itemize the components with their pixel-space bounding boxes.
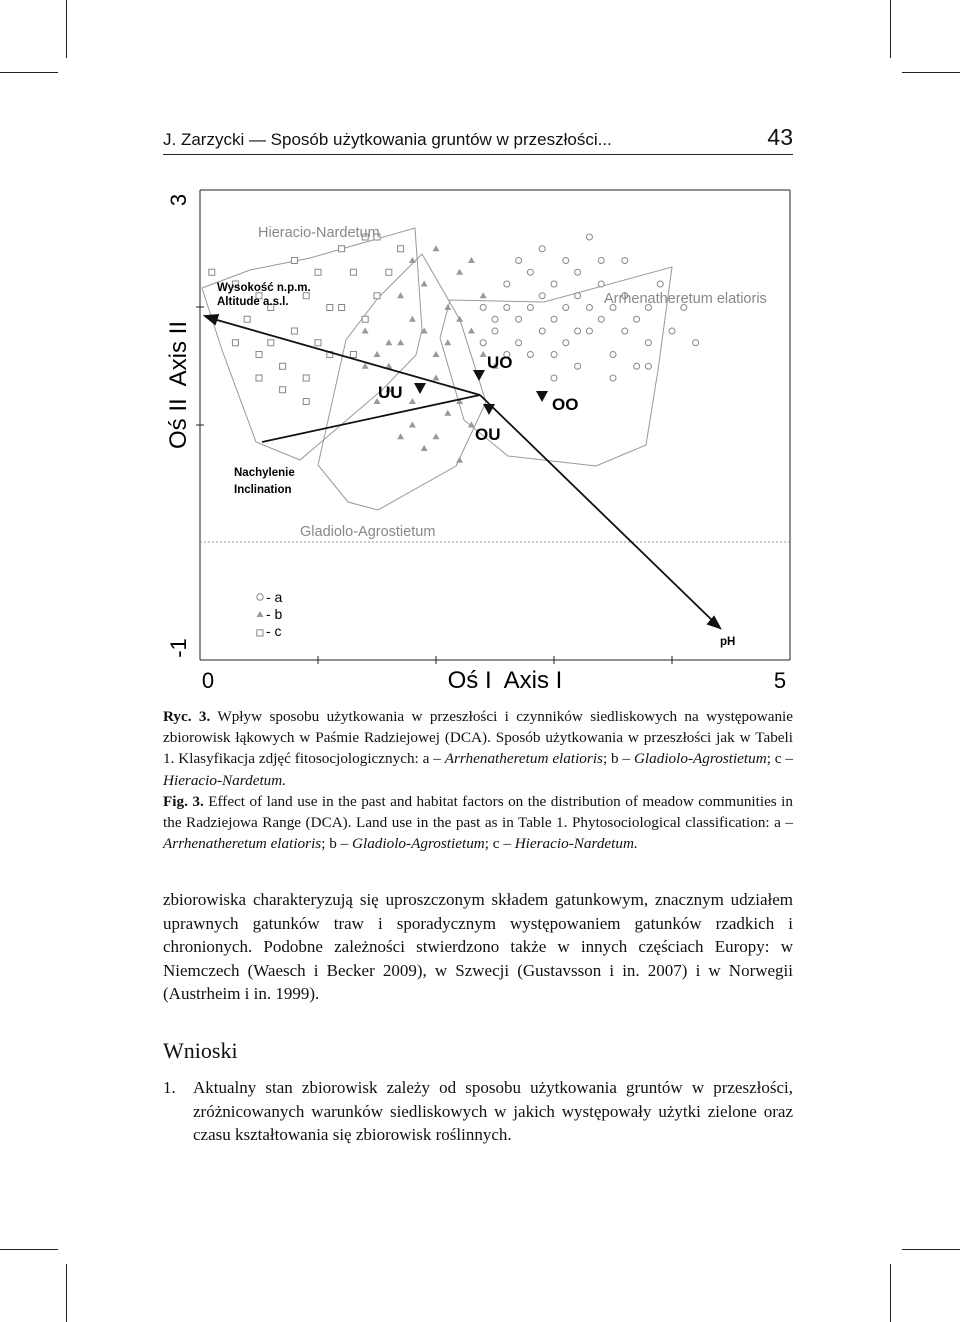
crop-mark	[902, 1249, 960, 1250]
centroid-uo-marker	[473, 370, 485, 381]
data-point-a	[516, 258, 522, 264]
legend-c-marker	[257, 630, 263, 636]
data-point-a	[551, 375, 557, 381]
centroid-oo-label: OO	[552, 395, 579, 414]
data-point-a	[575, 328, 581, 334]
data-point-a	[610, 375, 616, 381]
label-ph: pH	[720, 636, 736, 648]
series-a-points	[480, 234, 698, 381]
list-item-number: 1.	[163, 1078, 176, 1097]
label-inclination-pl: Nachylenie	[234, 467, 295, 479]
legend-c-label: - c	[266, 623, 282, 639]
data-point-a	[575, 293, 581, 299]
crop-mark	[0, 1249, 58, 1250]
data-point-c	[256, 375, 262, 381]
data-point-c	[398, 246, 404, 252]
data-point-c	[280, 363, 286, 369]
data-point-c	[303, 399, 309, 405]
series-c-points	[209, 234, 404, 405]
vector-inclination	[262, 395, 480, 442]
data-point-a	[586, 305, 592, 311]
legend-b-label: - b	[266, 606, 283, 622]
data-point-b	[480, 292, 487, 298]
caption-pl-label: Ryc. 3.	[163, 708, 211, 725]
data-point-a	[504, 281, 510, 287]
data-point-a	[669, 328, 675, 334]
data-point-b	[456, 269, 463, 275]
crop-mark	[902, 72, 960, 73]
caption-en-label: Fig. 3.	[163, 792, 204, 810]
data-point-c	[362, 316, 368, 322]
data-point-a	[539, 328, 545, 334]
data-point-c	[256, 352, 262, 358]
list-item-text: Aktualny stan zbiorowisk zależy od sposobu użytkowania gruntów w przeszłości, zróżnicowanych warunków siedliskowych w jakich występowały użytki zielone oraz czasu kształtowania się zbiorowisk roślinnych.	[193, 1078, 793, 1144]
crop-mark	[0, 72, 58, 73]
x-axis-label: Oś I Axis I	[447, 667, 563, 694]
data-point-c	[315, 269, 321, 275]
data-point-c	[303, 375, 309, 381]
header-rule	[163, 154, 793, 155]
crop-mark	[66, 1264, 67, 1322]
data-point-b	[409, 398, 416, 404]
data-point-c	[280, 387, 286, 393]
data-point-a	[586, 234, 592, 240]
data-point-a	[527, 305, 533, 311]
data-point-b	[433, 433, 440, 439]
data-point-b	[397, 433, 404, 439]
data-point-a	[598, 316, 604, 322]
data-point-a	[539, 293, 545, 299]
data-point-a	[527, 269, 533, 275]
data-point-c	[291, 258, 297, 264]
data-point-c	[209, 269, 215, 275]
legend	[257, 589, 283, 639]
legend-a-marker	[257, 594, 263, 600]
data-point-b	[409, 257, 416, 263]
data-point-b	[456, 316, 463, 322]
data-point-a	[610, 352, 616, 358]
data-point-c	[374, 293, 380, 299]
data-point-a	[551, 352, 557, 358]
data-point-c	[350, 269, 356, 275]
data-point-a	[492, 328, 498, 334]
data-point-a	[539, 246, 545, 252]
data-point-b	[362, 328, 369, 334]
label-inclination-en: Inclination	[234, 484, 292, 496]
data-point-b	[468, 328, 475, 334]
data-point-a	[551, 316, 557, 322]
vector-altitude-arrowhead	[205, 315, 218, 324]
legend-a-label: - a	[266, 589, 283, 605]
caption-polish: Ryc. 3. Wpływ sposobu użytkowania w przeszłości i czynników siedliskowych na występowanie zbiorowisk łąkowych w Paśmie Radziejowej (DCA). Sposób użytkowania w przeszłości jak w Tabeli 1. Klasyfikacja zdjęć fitosocjologicznych: a – Arrhenatheretum elatioris; b – Gladiolo-Agrostietum; c – Hieracio-Nardetum.	[163, 708, 793, 789]
data-point-a	[480, 305, 486, 311]
body-paragraph: zbiorowiska charakteryzują się uproszczonym składem gatunkowym, znacznym udziałem uprawnych gatunków traw i sporadycznym występowaniem gatunków rzadkich i chronionych. Podobne zależności stwierdzono także w innych częściach Europy: w Niemczech (Waesch i Becker 2009), w Szwecji (Gustavsson i in. 2007) i w Norwegii (Austrheim i in. 1999).	[163, 890, 793, 1003]
data-point-b	[433, 245, 440, 251]
crop-mark	[66, 0, 67, 58]
data-point-b	[374, 351, 381, 357]
data-point-b	[409, 316, 416, 322]
y-tick-bottom: -1	[166, 638, 191, 658]
data-point-a	[657, 281, 663, 287]
data-point-b	[433, 351, 440, 357]
data-point-b	[385, 339, 392, 345]
centroid-markers	[414, 370, 548, 415]
data-point-b	[397, 339, 404, 345]
data-point-c	[268, 340, 274, 346]
data-point-c	[232, 340, 238, 346]
data-point-b	[409, 422, 416, 428]
label-altitude-pl: Wysokość n.p.m.	[217, 282, 311, 294]
data-point-b	[444, 410, 451, 416]
crop-mark	[890, 1264, 891, 1322]
list-item	[163, 1076, 793, 1147]
data-point-a	[598, 281, 604, 287]
data-point-c	[339, 246, 345, 252]
centroid-ou-label: OU	[475, 425, 501, 444]
section-heading: Wnioski	[163, 1038, 238, 1063]
centroid-uo-label: UO	[487, 353, 513, 372]
x-tick-right: 5	[773, 668, 787, 693]
label-gladiolo-agrostietum: Gladiolo-Agrostietum	[300, 524, 436, 540]
data-point-b	[456, 457, 463, 463]
data-point-a	[645, 340, 651, 346]
page-number: 43	[767, 124, 793, 150]
label-hieracio-nardetum: Hieracio-Nardetum	[258, 225, 380, 241]
conclusions-list	[163, 1076, 793, 1147]
figure-caption	[163, 706, 793, 854]
data-point-a	[586, 328, 592, 334]
data-point-a	[634, 316, 640, 322]
data-point-a	[492, 316, 498, 322]
data-point-c	[327, 305, 333, 311]
data-point-c	[244, 316, 250, 322]
crop-mark	[890, 0, 891, 58]
vector-altitude	[210, 318, 480, 395]
data-point-a	[563, 340, 569, 346]
data-point-a	[516, 340, 522, 346]
y-tick-top: 3	[166, 193, 191, 207]
data-point-b	[421, 445, 428, 451]
label-altitude-en: Altitude a.s.l.	[217, 296, 289, 308]
x-tick-left: 0	[201, 668, 215, 693]
data-point-b	[397, 292, 404, 298]
data-point-a	[575, 363, 581, 369]
data-point-a	[622, 328, 628, 334]
data-point-c	[315, 340, 321, 346]
running-title: J. Zarzycki — Sposób użytkowania gruntów w przeszłości...	[163, 130, 612, 149]
y-axis-label: Oś II Axis II	[165, 320, 192, 450]
data-point-a	[480, 340, 486, 346]
hull-gladiolo-agrostietum	[318, 254, 486, 510]
data-point-a	[551, 281, 557, 287]
data-point-b	[421, 281, 428, 287]
data-point-a	[527, 352, 533, 358]
data-point-b	[468, 257, 475, 263]
dca-ordination-figure	[160, 170, 800, 700]
running-header	[163, 124, 793, 154]
centroid-ou-marker	[483, 404, 495, 415]
data-point-a	[693, 340, 699, 346]
centroid-oo-marker	[536, 391, 548, 402]
data-point-b	[480, 351, 487, 357]
data-point-a	[516, 316, 522, 322]
data-point-a	[598, 258, 604, 264]
caption-english: Fig. 3. Effect of land use in the past and habitat factors on the distribution of meadow communities in the Radziejowa Range (DCA). Land use in the past as in Table 1. Phytosociological classification: a – Arrhenatheretum elatioris; b – Gladiolo-Agrostietum; c – Hieracio-Nardetum.	[163, 792, 793, 853]
vector-ph	[480, 395, 717, 625]
centroid-uu-label: UU	[378, 383, 403, 402]
data-point-a	[622, 258, 628, 264]
label-arrhenatheretum: Arrhenatheretum elatioris	[604, 291, 767, 307]
data-point-c	[291, 328, 297, 334]
data-point-b	[444, 304, 451, 310]
centroid-uu-marker	[414, 383, 426, 394]
data-point-a	[563, 258, 569, 264]
data-point-b	[433, 375, 440, 381]
data-point-b	[444, 339, 451, 345]
data-point-c	[339, 305, 345, 311]
data-point-c	[386, 269, 392, 275]
legend-b-marker	[257, 611, 264, 617]
data-point-a	[575, 269, 581, 275]
data-point-a	[563, 305, 569, 311]
data-point-a	[645, 363, 651, 369]
data-point-a	[634, 363, 640, 369]
data-point-a	[504, 305, 510, 311]
data-point-c	[350, 352, 356, 358]
